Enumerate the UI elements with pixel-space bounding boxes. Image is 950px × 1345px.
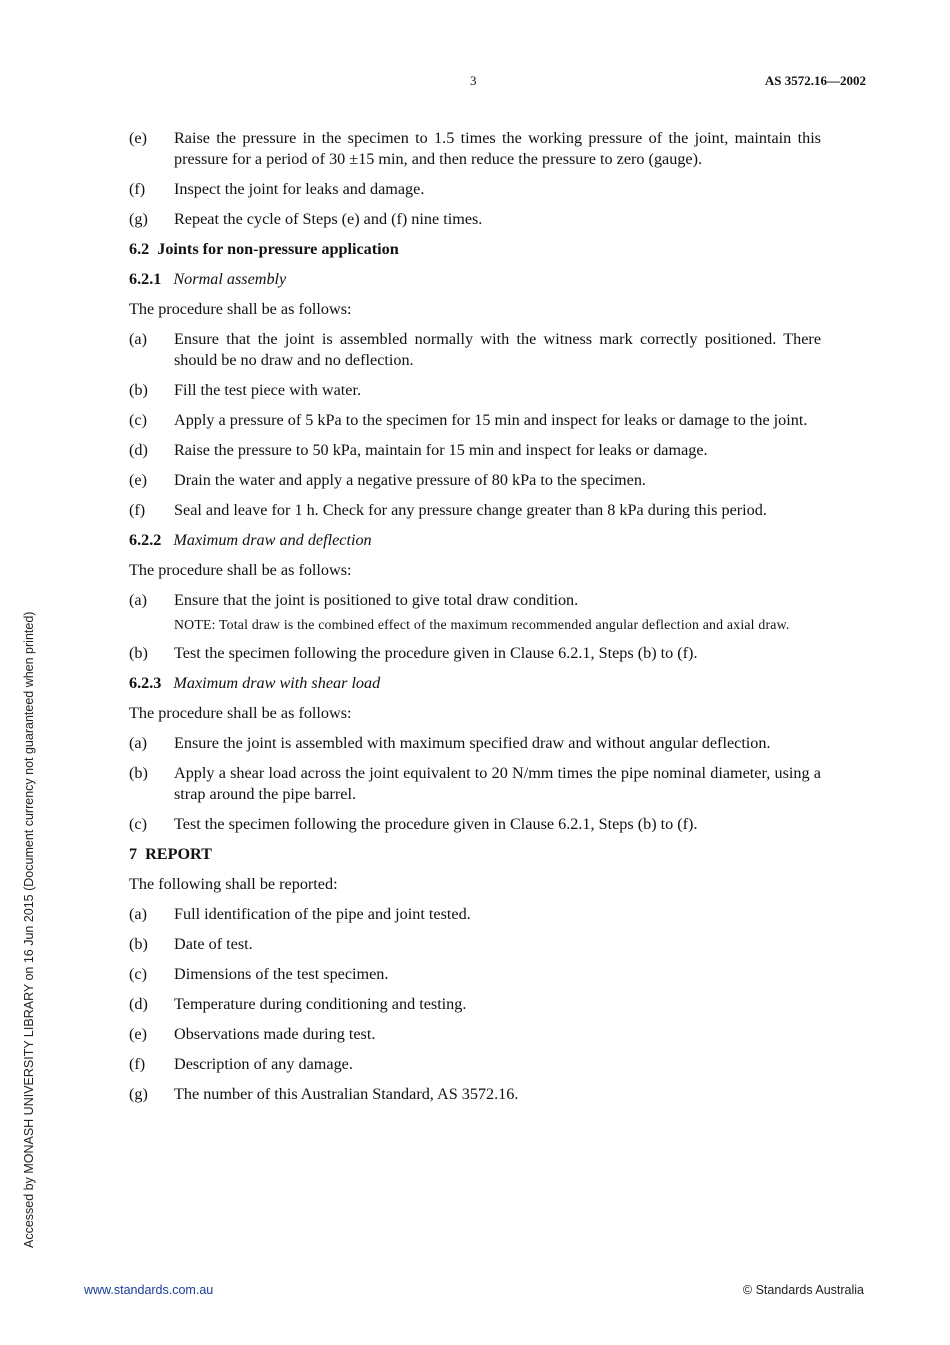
item-text: Fill the test piece with water. — [174, 381, 362, 399]
subsection-number: 6.2.1 — [129, 270, 162, 288]
item-label: (b) — [129, 381, 148, 399]
list-item — [129, 410, 821, 431]
section-number: 7 — [129, 845, 138, 863]
item-text: Ensure the joint is assembled with maximum specified draw and without angular deflection. — [174, 734, 771, 752]
subsection-title: Maximum draw with shear load — [173, 674, 381, 692]
list-item — [129, 643, 821, 664]
section-heading-7 — [129, 844, 821, 865]
list-item — [129, 1084, 821, 1105]
list-item — [129, 590, 821, 634]
list-item — [129, 380, 821, 401]
item-text: Raise the pressure in the specimen to 1.5 times the working pressure of the joint, maintain this pressure for a period of 30 ±15 min, and then reduce the pressure to zero (gauge). — [174, 129, 821, 168]
subsection-number: 6.2.2 — [129, 531, 162, 549]
procedure-intro: The procedure shall be as follows: — [129, 561, 352, 579]
list-item — [129, 500, 821, 521]
subsection-heading-6-2-2 — [129, 530, 821, 551]
item-text: Description of any damage. — [174, 1055, 353, 1073]
item-text: Ensure that the joint is positioned to give total draw condition. — [174, 591, 579, 609]
list-item — [129, 179, 821, 200]
item-label: (c) — [129, 965, 147, 983]
access-watermark: Accessed by MONASH UNIVERSITY LIBRARY on 16 Jun 2015 (Document currency not guaranteed when printed) — [22, 611, 36, 1248]
item-label: (c) — [129, 815, 147, 833]
procedure-intro: The procedure shall be as follows: — [129, 300, 352, 318]
item-text: Raise the pressure to 50 kPa, maintain for 15 min and inspect for leaks or damage. — [174, 441, 708, 459]
item-text: Apply a pressure of 5 kPa to the specimen for 15 min and inspect for leaks or damage to the joint. — [174, 411, 808, 429]
item-label: (a) — [129, 330, 147, 348]
list-item — [129, 763, 821, 805]
item-label: (a) — [129, 591, 147, 609]
list-item — [129, 1024, 821, 1045]
item-text: Drain the water and apply a negative pressure of 80 kPa to the specimen. — [174, 471, 646, 489]
list-item — [129, 329, 821, 371]
item-label: (e) — [129, 471, 147, 489]
page-number: 3 — [470, 73, 477, 88]
section-heading-6-2 — [129, 239, 821, 260]
item-label: (c) — [129, 411, 147, 429]
list-item — [129, 128, 821, 170]
item-label: (g) — [129, 1085, 148, 1103]
footer-url-link[interactable]: www.standards.com.au — [84, 1283, 214, 1297]
list-item — [129, 1054, 821, 1075]
report-intro: The following shall be reported: — [129, 875, 338, 893]
item-label: (f) — [129, 180, 146, 198]
item-text: Repeat the cycle of Steps (e) and (f) nine times. — [174, 210, 483, 228]
item-text: Full identification of the pipe and joint tested. — [174, 905, 471, 923]
item-text: Test the specimen following the procedure given in Clause 6.2.1, Steps (b) to (f). — [174, 644, 698, 662]
item-text: The number of this Australian Standard, AS 3572.16. — [174, 1085, 519, 1103]
list-report — [129, 904, 821, 1105]
item-body — [174, 590, 821, 634]
item-text: Seal and leave for 1 h. Check for any pressure change greater than 8 kPa during this period. — [174, 501, 767, 519]
item-label: (f) — [129, 1055, 146, 1073]
list-item — [129, 994, 821, 1015]
list-6-2-2 — [129, 590, 821, 664]
item-label: (g) — [129, 210, 148, 228]
list-item — [129, 440, 821, 461]
note-text: NOTE: Total draw is the combined effect of the maximum recommended angular deflection and axial draw. — [174, 617, 790, 632]
item-text: Test the specimen following the procedure given in Clause 6.2.1, Steps (b) to (f). — [174, 815, 698, 833]
subsection-heading-6-2-3 — [129, 673, 821, 694]
item-label: (b) — [129, 935, 148, 953]
item-label: (b) — [129, 764, 148, 782]
list-item — [129, 733, 821, 754]
page-content — [129, 128, 821, 1114]
list-item — [129, 964, 821, 985]
item-label: (d) — [129, 995, 148, 1013]
list-6-2-1 — [129, 329, 821, 521]
section-number: 6.2 — [129, 240, 150, 258]
subsection-heading-6-2-1 — [129, 269, 821, 290]
list-item — [129, 934, 821, 955]
item-text: Inspect the joint for leaks and damage. — [174, 180, 425, 198]
footer-copyright: © Standards Australia — [742, 1283, 864, 1297]
standard-number: AS 3572.16—2002 — [764, 73, 866, 88]
item-text: Observations made during test. — [174, 1025, 376, 1043]
item-label: (e) — [129, 129, 147, 147]
item-label: (e) — [129, 1025, 147, 1043]
list-item — [129, 904, 821, 925]
list-item — [129, 470, 821, 491]
item-text: Apply a shear load across the joint equivalent to 20 N/mm times the pipe nominal diameter, using a strap around the pipe barrel. — [174, 764, 821, 803]
list-continued — [129, 128, 821, 230]
item-label: (d) — [129, 441, 148, 459]
item-label: (f) — [129, 501, 146, 519]
list-item — [129, 209, 821, 230]
subsection-title: Normal assembly — [173, 270, 287, 288]
section-title: REPORT — [145, 845, 212, 863]
item-text: Ensure that the joint is assembled normally with the witness mark correctly positioned. There should be no draw and no deflection. — [174, 330, 821, 369]
list-6-2-3 — [129, 733, 821, 835]
subsection-number: 6.2.3 — [129, 674, 162, 692]
subsection-title: Maximum draw and deflection — [173, 531, 372, 549]
item-label: (a) — [129, 905, 147, 923]
item-text: Temperature during conditioning and testing. — [174, 995, 467, 1013]
item-label: (b) — [129, 644, 148, 662]
procedure-intro: The procedure shall be as follows: — [129, 704, 352, 722]
list-item — [129, 814, 821, 835]
section-title: Joints for non-pressure application — [157, 240, 399, 258]
item-text: Date of test. — [174, 935, 253, 953]
item-text: Dimensions of the test specimen. — [174, 965, 389, 983]
item-label: (a) — [129, 734, 147, 752]
